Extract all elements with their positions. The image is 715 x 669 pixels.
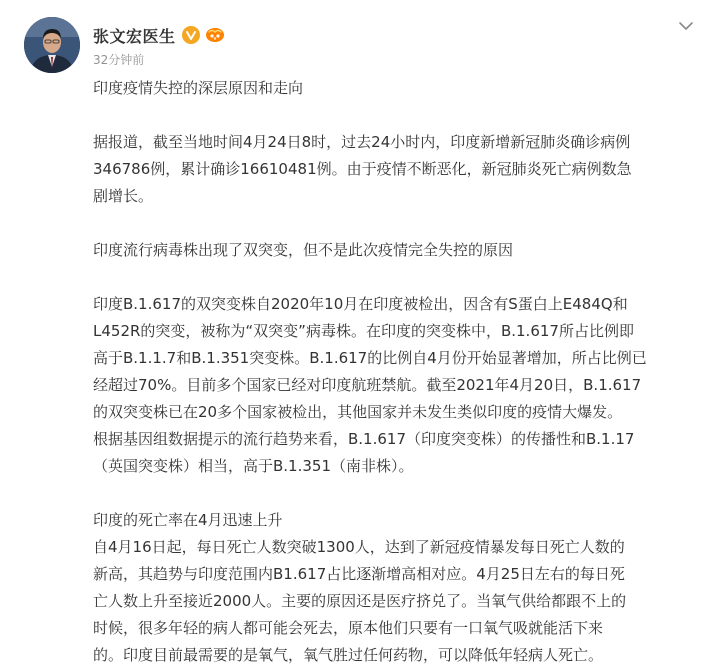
paragraph-death-rate: [93, 534, 693, 669]
author-name[interactable]: 张文宏医生: [93, 26, 176, 46]
text-line: L452R的突变，被称为“双突变”病毒株。在印度的突变株中，B.1.617所占比例即: [93, 322, 634, 340]
text-line: 的双突变株已在20多个国家被检出，其他国家并未发生类似印度的疫情大爆发。: [93, 403, 623, 421]
more-options-button[interactable]: [673, 14, 699, 38]
text-line: 自4月16日起，每日死亡人数突破1300人，达到了新冠疫情暴发每日死亡人数的: [93, 538, 625, 556]
post-title: 印度疫情失控的深层原因和走向: [93, 79, 304, 97]
paragraph-spacer: [93, 210, 693, 237]
text-line: 印度B.1.617的双突变株自2020年10月在印度被检出，因含有S蛋白上E484Q和: [93, 295, 628, 313]
paragraph-spacer: [93, 102, 693, 129]
text-line: 的。印度目前最需要的是氧气，氧气胜过任何药物，可以降低年轻病人死亡。: [93, 646, 604, 664]
text-line: 时候，很多年轻的病人都可能会死去，原本他们只要有一口氧气吸就能活下来: [93, 619, 604, 637]
text-line: （英国突变株）相当，高于B.1.351（南非株）。: [93, 457, 414, 475]
text-line: 据报道，截至当地时间4月24日8时，过去24小时内，印度新增新冠肺炎确诊病例: [93, 133, 631, 151]
text-line: 经超过70%。目前多个国家已经对印度航班禁航。截至2021年4月20日，B.1.617: [93, 376, 642, 394]
section-heading: 印度流行病毒株出现了双突变，但不是此次疫情完全失控的原因: [93, 241, 514, 259]
avatar-image: [24, 17, 80, 73]
chevron-down-icon: [678, 21, 694, 31]
text-line: 新高，其趋势与印度范围内B1.617占比逐渐增高相对应。4月25日左右的每日死: [93, 565, 625, 583]
verified-v-icon: [182, 26, 200, 44]
section-heading: 印度的死亡率在4月迅速上升: [93, 511, 283, 529]
text-line: 亡人数上升至接近2000人。主要的原因还是医疗挤兑了。当氧气供给都跟不上的: [93, 592, 627, 610]
avatar[interactable]: [24, 17, 80, 73]
paragraph-spacer: [93, 264, 693, 291]
text-line: 根据基因组数据提示的流行趋势来看，B.1.617（印度突变株）的传播性和B.1.17: [93, 430, 635, 448]
post-timestamp[interactable]: 32分钟前: [93, 53, 145, 67]
text-line: 346786例，累计确诊16610481例。由于疫情不断恶化，新冠肺炎死亡病例数急: [93, 160, 632, 178]
text-line: 剧增长。: [93, 187, 154, 205]
post-body: [93, 75, 693, 669]
author-row: [93, 22, 226, 48]
paragraph-variant: [93, 291, 693, 480]
paragraph-report: [93, 129, 693, 210]
text-line: 高于B.1.1.7和B.1.351突变株。B.1.617的比例自4月份开始显著增加，所占比例已: [93, 349, 647, 367]
vip-badge-icon[interactable]: [204, 26, 226, 44]
paragraph-spacer: [93, 480, 693, 507]
